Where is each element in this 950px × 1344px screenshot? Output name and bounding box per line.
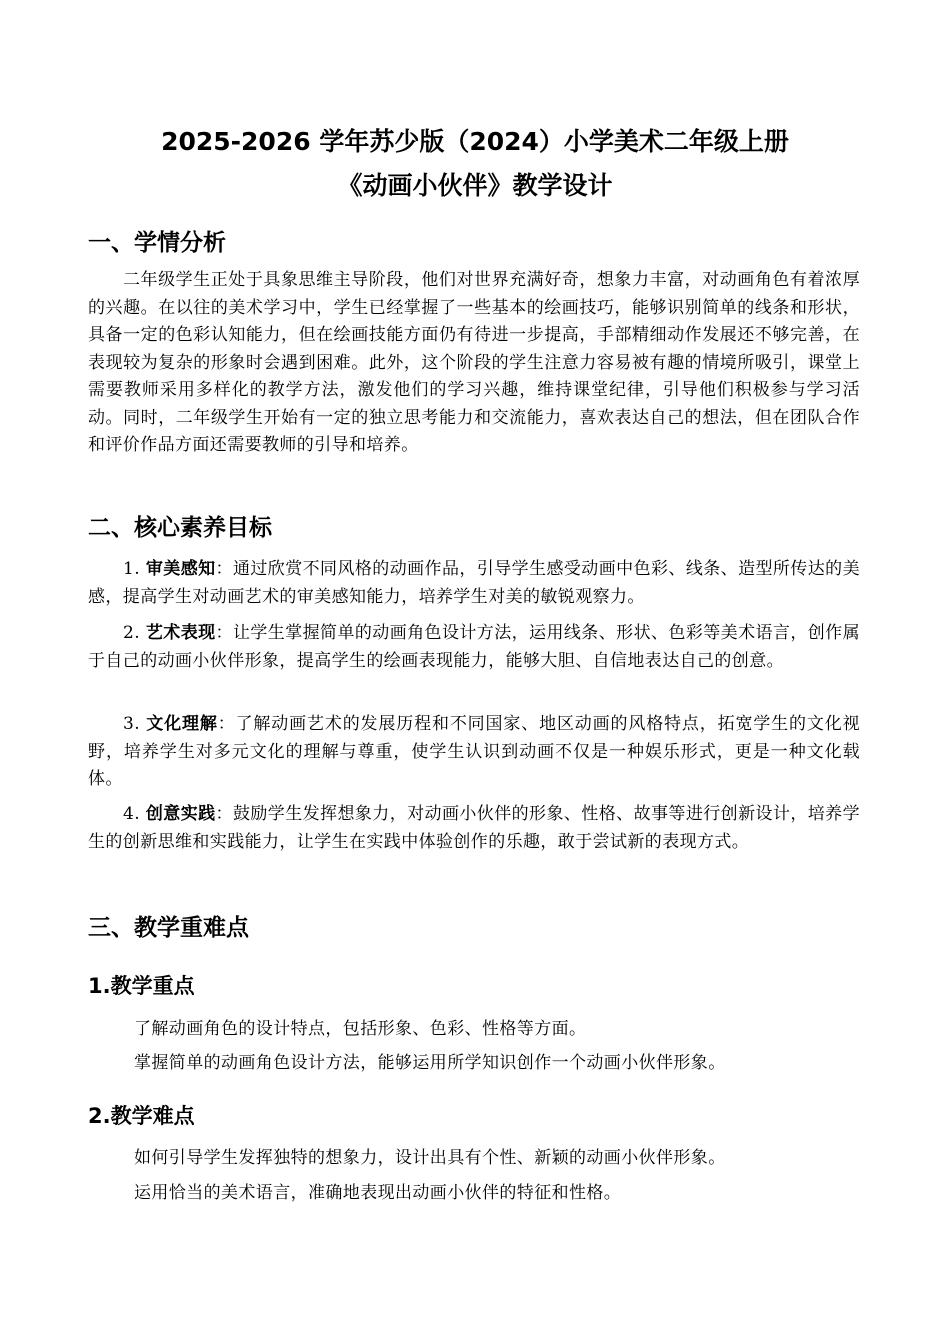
core-goal-number: 3. xyxy=(123,714,141,734)
core-goal-text: 鼓励学生发挥想象力，对动画小伙伴的形象、性格、故事等进行创新设计，培养学生的创新思维和实践能力，让学生在实践中体验创作的乐趣，敢于尝试新的表现方式。 xyxy=(88,804,860,852)
difficulty-item-1: 如何引导学生发挥独特的想象力，设计出具有个性、新颖的动画小伙伴形象。 xyxy=(134,1148,726,1168)
core-goal-number: 2. xyxy=(123,623,141,643)
subsection-heading-difficulty: 2.教学难点 xyxy=(88,1104,195,1128)
core-goal-colon: ： xyxy=(215,559,233,579)
core-goal-label: 审美感知 xyxy=(145,559,216,579)
document-title-line2: 《动画小伙伴》教学设计 xyxy=(337,171,613,200)
section-heading-learning-analysis: 一、学情分析 xyxy=(88,230,226,256)
core-goal-text: 通过欣赏不同风格的动画作品，引导学生感受动画中色彩、线条、造型所传达的美感，提高学生对动画艺术的审美感知能力，培养学生对美的敏锐观察力。 xyxy=(88,559,860,607)
focus-item-1: 了解动画角色的设计特点，包括形象、色彩、性格等方面。 xyxy=(134,1019,587,1039)
core-goal-label: 艺术表现 xyxy=(145,623,216,643)
learning-analysis-paragraph: 二年级学生正处于具象思维主导阶段，他们对世界充满好奇，想象力丰富，对动画角色有着浓厚的兴趣。在以往的美术学习中，学生已经掌握了一些基本的绘画技巧，能够识别简单的线条和形状，具备一定的色彩认知能力，但在绘画技能方面仍有待进一步提高，手部精细动作发展还不够完善，在表现较为复杂的形象时会遇到困难。此外，这个阶段的学生注意力容易被有趣的情境所吸引，课堂上需要教师采用多样化的教学方法，激发他们的学习兴趣，维持课堂纪律，引导他们积极参与学习活动。同时，二年级学生开始有一定的独立思考能力和交流能力，喜欢表达自己的想法，但在团队合作和评价作品方面还需要教师的引导和培养。 xyxy=(88,270,860,455)
core-goal-label: 创意实践 xyxy=(145,804,216,824)
core-goal-colon: ： xyxy=(215,623,233,643)
core-goal-colon: ： xyxy=(215,804,233,824)
section-heading-key-points: 三、教学重难点 xyxy=(88,915,249,941)
core-goal-number: 4. xyxy=(123,804,141,824)
document-title-line1: 2025-2026 学年苏少版（2024）小学美术二年级上册 xyxy=(161,127,789,156)
subsection-heading-focus: 1.教学重点 xyxy=(88,974,195,998)
focus-item-2: 掌握简单的动画角色设计方法，能够运用所学知识创作一个动画小伙伴形象。 xyxy=(134,1053,726,1073)
core-goal-item-1 xyxy=(88,556,860,611)
core-goal-colon: ： xyxy=(217,714,236,734)
core-goal-item-4 xyxy=(88,801,860,856)
core-goal-number: 1. xyxy=(123,559,141,579)
core-goal-text: 了解动画艺术的发展历程和不同国家、地区动画的风格特点，拓宽学生的文化视野，培养学生对多元文化的理解与尊重，使学生认识到动画不仅是一种娱乐形式，更是一种文化载体。 xyxy=(88,714,860,789)
core-goal-item-3 xyxy=(88,711,860,794)
core-goal-item-2 xyxy=(88,620,860,675)
core-goal-label: 文化理解 xyxy=(146,714,218,734)
section-heading-core-goals: 二、核心素养目标 xyxy=(88,515,272,541)
difficulty-item-2: 运用恰当的美术语言，准确地表现出动画小伙伴的特征和性格。 xyxy=(134,1183,622,1203)
core-goal-text: 让学生掌握简单的动画角色设计方法，运用线条、形状、色彩等美术语言，创作属于自己的动画小伙伴形象，提高学生的绘画表现能力，能够大胆、自信地表达自己的创意。 xyxy=(88,623,860,671)
